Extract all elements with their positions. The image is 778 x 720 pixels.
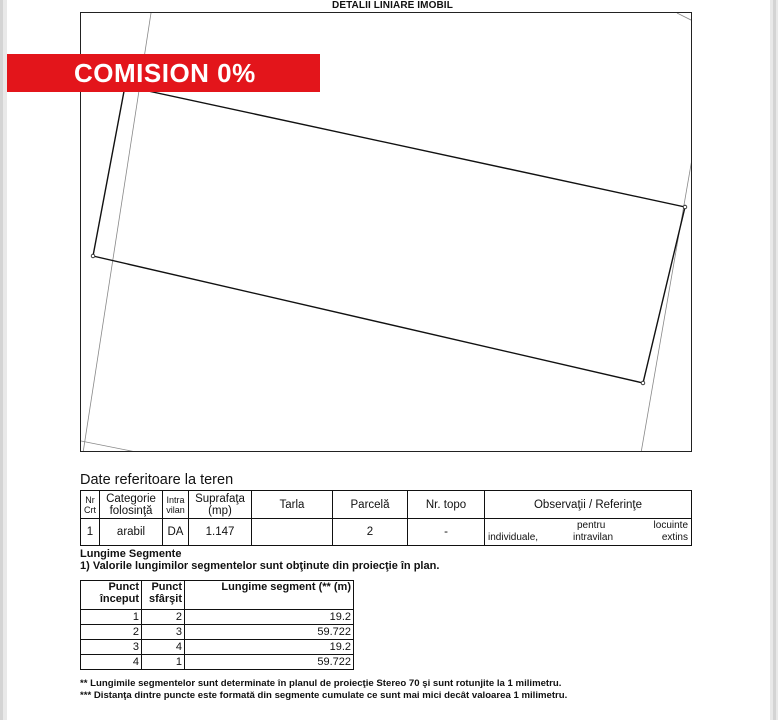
neighbor-line-top-right [677, 13, 692, 21]
col-categorie: Categorie folosinţă [100, 491, 163, 519]
footnote-distance: *** Distanţa dintre puncte este formată din segmente cumulate ce sunt mai mici decât valoarea 1 milimetru. [80, 690, 568, 701]
cell-categorie: arabil [100, 519, 163, 546]
scan-left-edge [0, 0, 3, 720]
col-intravilan: Intra vilan [163, 491, 189, 519]
col-end: Punct sfârşit [142, 581, 185, 610]
col-parcela: Parcelă [333, 491, 408, 519]
land-table-header [81, 491, 692, 519]
cell-length: 59.722 [185, 655, 354, 670]
col-start: Punct început [81, 581, 142, 610]
neighbor-line-right [641, 153, 692, 452]
segments-table-header [81, 581, 354, 610]
col-suprafata: Suprafaţa (mp) [189, 491, 252, 519]
cell-end: 2 [142, 610, 185, 625]
cell-end: 4 [142, 640, 185, 655]
neighbor-line-bottom-left [81, 441, 141, 452]
col-topo: Nr. topo [408, 491, 485, 519]
cell-end: 3 [142, 625, 185, 640]
cell-suprafata: 1.147 [189, 519, 252, 546]
cell-topo: - [408, 519, 485, 546]
segments-title: Lungime Segmente [80, 548, 182, 560]
obs-text-1: individuale, [488, 532, 539, 543]
parcel-point-3 [641, 381, 645, 385]
land-table [80, 490, 692, 546]
cell-start: 2 [81, 625, 142, 640]
obs-text-2: pentru [577, 520, 606, 531]
table-row [81, 625, 354, 640]
segments-table [80, 580, 354, 670]
cell-length: 19.2 [185, 640, 354, 655]
parcel-point-4 [91, 254, 95, 258]
table-row [81, 655, 354, 670]
table-row [81, 610, 354, 625]
parcel-point-2 [683, 205, 687, 209]
segments-subtitle: 1) Valorile lungimilor segmentelor sunt obţinute din proiecţie în plan. [80, 560, 440, 572]
cell-start: 4 [81, 655, 142, 670]
cell-length: 59.722 [185, 625, 354, 640]
parcel-outline [93, 86, 685, 383]
cell-tarla [252, 519, 333, 546]
cell-length: 19.2 [185, 610, 354, 625]
table-row [81, 519, 692, 546]
footnote-rounding: ** Lungimile segmentelor sunt determinate în planul de proiecţie Stereo 70 şi sunt rotunjite la 1 milimetru. [80, 678, 562, 689]
cell-observatii [485, 519, 692, 546]
cell-start: 3 [81, 640, 142, 655]
segments-heading [80, 548, 439, 572]
cell-end: 1 [142, 655, 185, 670]
col-length: Lungime segment (** (m) [185, 581, 354, 610]
col-observatii: Observaţii / Referinţe [485, 491, 692, 519]
land-section-title: Date referitoare la teren [80, 472, 234, 488]
cell-parcela: 2 [333, 519, 408, 546]
obs-text-3: intravilan [573, 532, 614, 543]
cell-start: 1 [81, 610, 142, 625]
obs-text-5: extins [661, 532, 688, 543]
commission-banner: COMISION 0% [7, 54, 320, 92]
page-title: DETALII LINIARE IMOBIL [332, 0, 453, 11]
scan-right-edge [773, 0, 776, 720]
obs-text-4: locuinte [653, 520, 688, 531]
cell-intravilan: DA [163, 519, 189, 546]
cell-nr: 1 [81, 519, 100, 546]
col-tarla: Tarla [252, 491, 333, 519]
col-nr: Nr Crt [81, 491, 100, 519]
table-row [81, 640, 354, 655]
